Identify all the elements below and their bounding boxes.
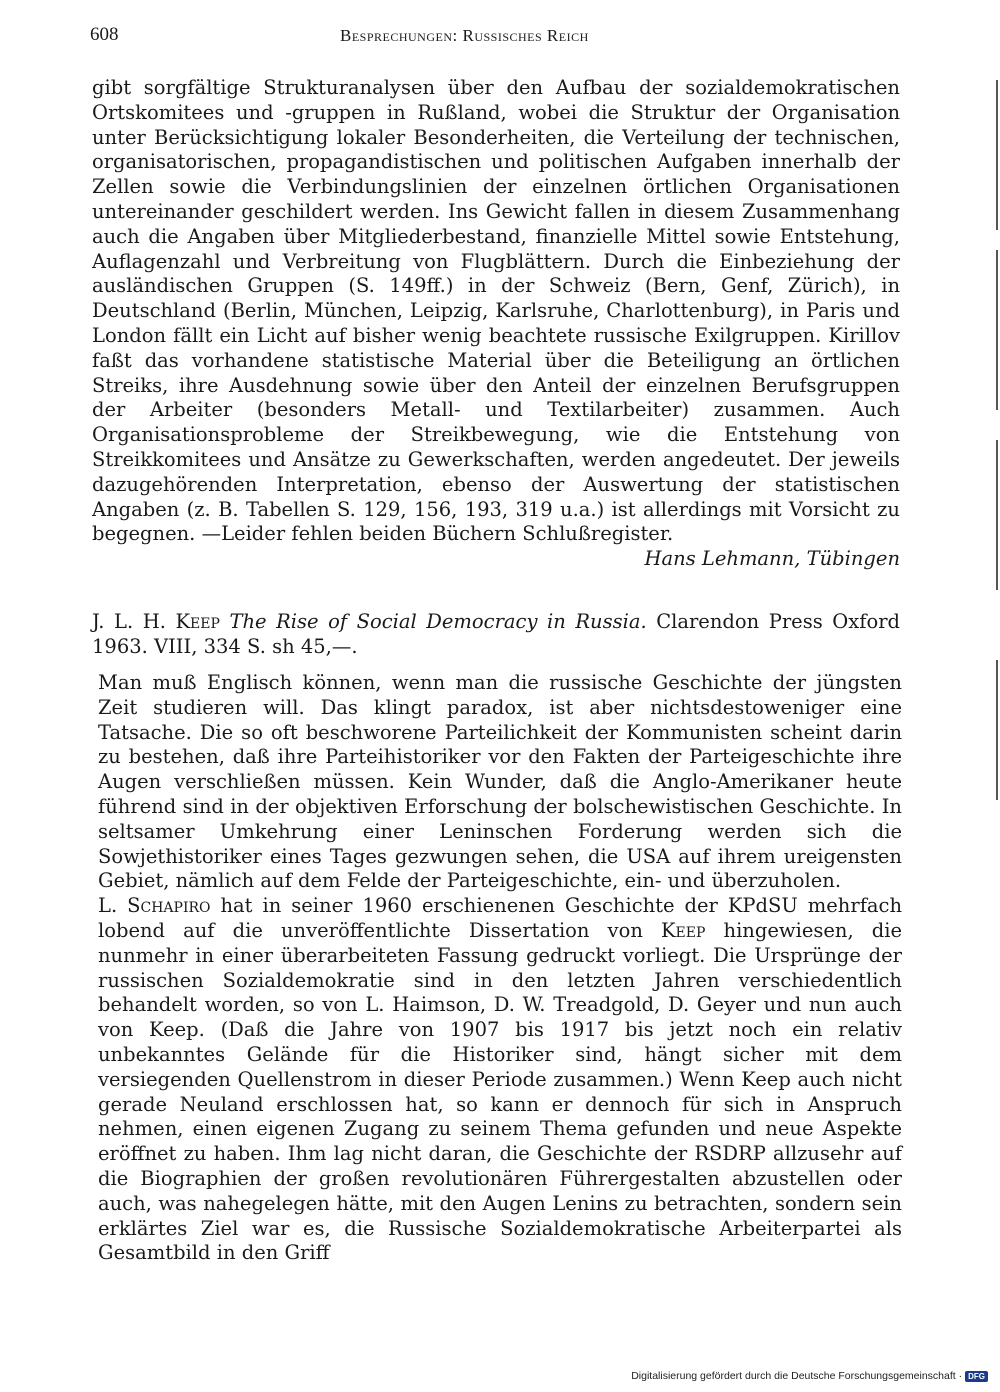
- running-head: Besprechungen: Russisches Reich: [340, 26, 589, 45]
- p2-text-part1: hat in seiner 1960 erschienenen Geschichte der KPdSU mehrfach lobend auf die unveröffentlichte Dissertation von: [98, 894, 903, 942]
- dfg-logo-icon: DFG: [965, 1371, 988, 1382]
- citation-publisher: Clarendon Press Oxford 1963. VIII, 334 S. sh 45,—.: [92, 610, 901, 658]
- review2-paragraph-2: [98, 894, 902, 1266]
- p2-name-keep: Keep: [660, 918, 706, 942]
- review-continuation: [92, 76, 900, 572]
- p2-name-schapiro: Schapiro: [127, 894, 211, 918]
- citation-author-surname: Keep: [175, 610, 220, 633]
- page-number: 608: [90, 24, 119, 45]
- citation-book-title: The Rise of Social Democracy in Russia.: [229, 610, 647, 633]
- review2-paragraph-1: Man muß Englisch können, wenn man die russische Geschichte der jüngsten Zeit studieren will. Das klingt paradox, ist aber nichtsdestoweniger eine Tatsache. Die so oft beschworene Parteilichkeit der Kommunisten scheint darin zu bestehen, daß ihre Parteihistoriker vor den Fakten der Parteigeschichte ihre Augen verschließen müssen. Kein Wunder, daß die Anglo-Amerikaner heute führend sind in der objektiven Erforschung der bolschewistischen Geschichte. In seltsamer Umkehrung einer Leninschen Forderung werden sich die Sowjethistoriker eines Tages gezwungen sehen, die USA auf ihrem ureigensten Gebiet, nämlich auf dem Felde der Parteigeschichte, ein- und überzuholen.: [98, 671, 902, 893]
- review1-body: gibt sorgfältige Strukturanalysen über den Aufbau der sozialdemokratischen Ortskomitees und -gruppen in Rußland, wobei die Struktur der Organisation unter Berücksichtigung lokaler Besonderheiten, die Verteilung der technischen, organisatorischen, propagandistischen und politischen Aufgaben innerhalb der Zellen sowie die Verbindungslinien der einzelnen örtlichen Organisationen untereinander geschildert werden. Ins Gewicht fallen in diesem Zusammenhang auch die Angaben über Mitgliederbestand, finanzielle Mittel sowie Entstehung, Auflagenzahl und Verbreitung von Flugblättern. Durch die Einbeziehung der ausländischen Gruppen (S. 149ff.) in der Schweiz (Bern, Genf, Zürich), in Deutschland (Berlin, München, Leipzig, Karlsruhe, Charlottenburg), in Paris und London fällt ein Licht auf bisher wenig beachtete russische Exilgruppen. Kirillov faßt das vorhandene statistische Material über die Beteiligung an örtlichen Streiks, ihre Ausdehnung sowie über den Anteil der einzelnen Berufsgruppen der Arbeiter (besonders Metall- und Textilarbeiter) zusammen. Auch Organisationsprobleme der Streikbewegung, wie die Entstehung von Streikkomitees und Ansätze zu Gewerkschaften, werden angedeutet. Der jeweils dazugehörenden Interpretation, ebenso der Auswertung der statistischen Angaben (z. B. Tabellen S. 129, 156, 193, 319 u.a.) ist allerdings mit Vorsicht zu begegnen. —Leider fehlen beiden Büchern Schlußregister.: [92, 76, 900, 546]
- citation-author-initials: J. L. H.: [92, 610, 166, 633]
- p2-text-part2: hingewiesen, die nunmehr in einer überarbeiteten Fassung gedruckt vorliegt. Die Ursprünge der russischen Sozialdemokratie sind in den letzten Jahren verschiedentlich behandelt worden, so von L. Haimson, D. W. Treadgold, D. Geyer und nun auch von Keep. (Daß die Jahre von 1907 bis 1917 bis jetzt noch ein relativ unbekanntes Gelände für die Historiker sind, hängt sicher mit dem versiegenden Quellenstrom in dieser Periode zusammen.) Wenn Keep auch nicht gerade Neuland erschlossen hat, so kann er dennoch für sich in Anspruch nehmen, einen eigenen Zugang zu seinem Thema gefunden und neue Aspekte eröffnet zu haben. Ihm lag nicht daran, die Geschichte der RSDRP allzusehr auf die Biographien der großen revolutionären Führergestalten abzustellen oder auch, was nahegelegen hätte, mit den Augen Lenins zu betrachten, sondern sein erklärtes Ziel war es, die Russische Sozialdemokratische Arbeiterpartei als Gesamtbild in den Griff: [98, 918, 903, 1265]
- p2-initial: L.: [98, 894, 118, 918]
- scan-margin-marks: [992, 60, 1000, 820]
- review1-signature: Hans Lehmann, Tübingen: [644, 547, 900, 571]
- footer-text: Digitalisierung gefördert durch die Deutsche Forschungsgemeinschaft ·: [631, 1370, 963, 1382]
- page-header: [90, 24, 900, 52]
- review2-body: [98, 671, 902, 1266]
- review2-citation: [92, 610, 900, 660]
- digitization-footer: [631, 1370, 988, 1382]
